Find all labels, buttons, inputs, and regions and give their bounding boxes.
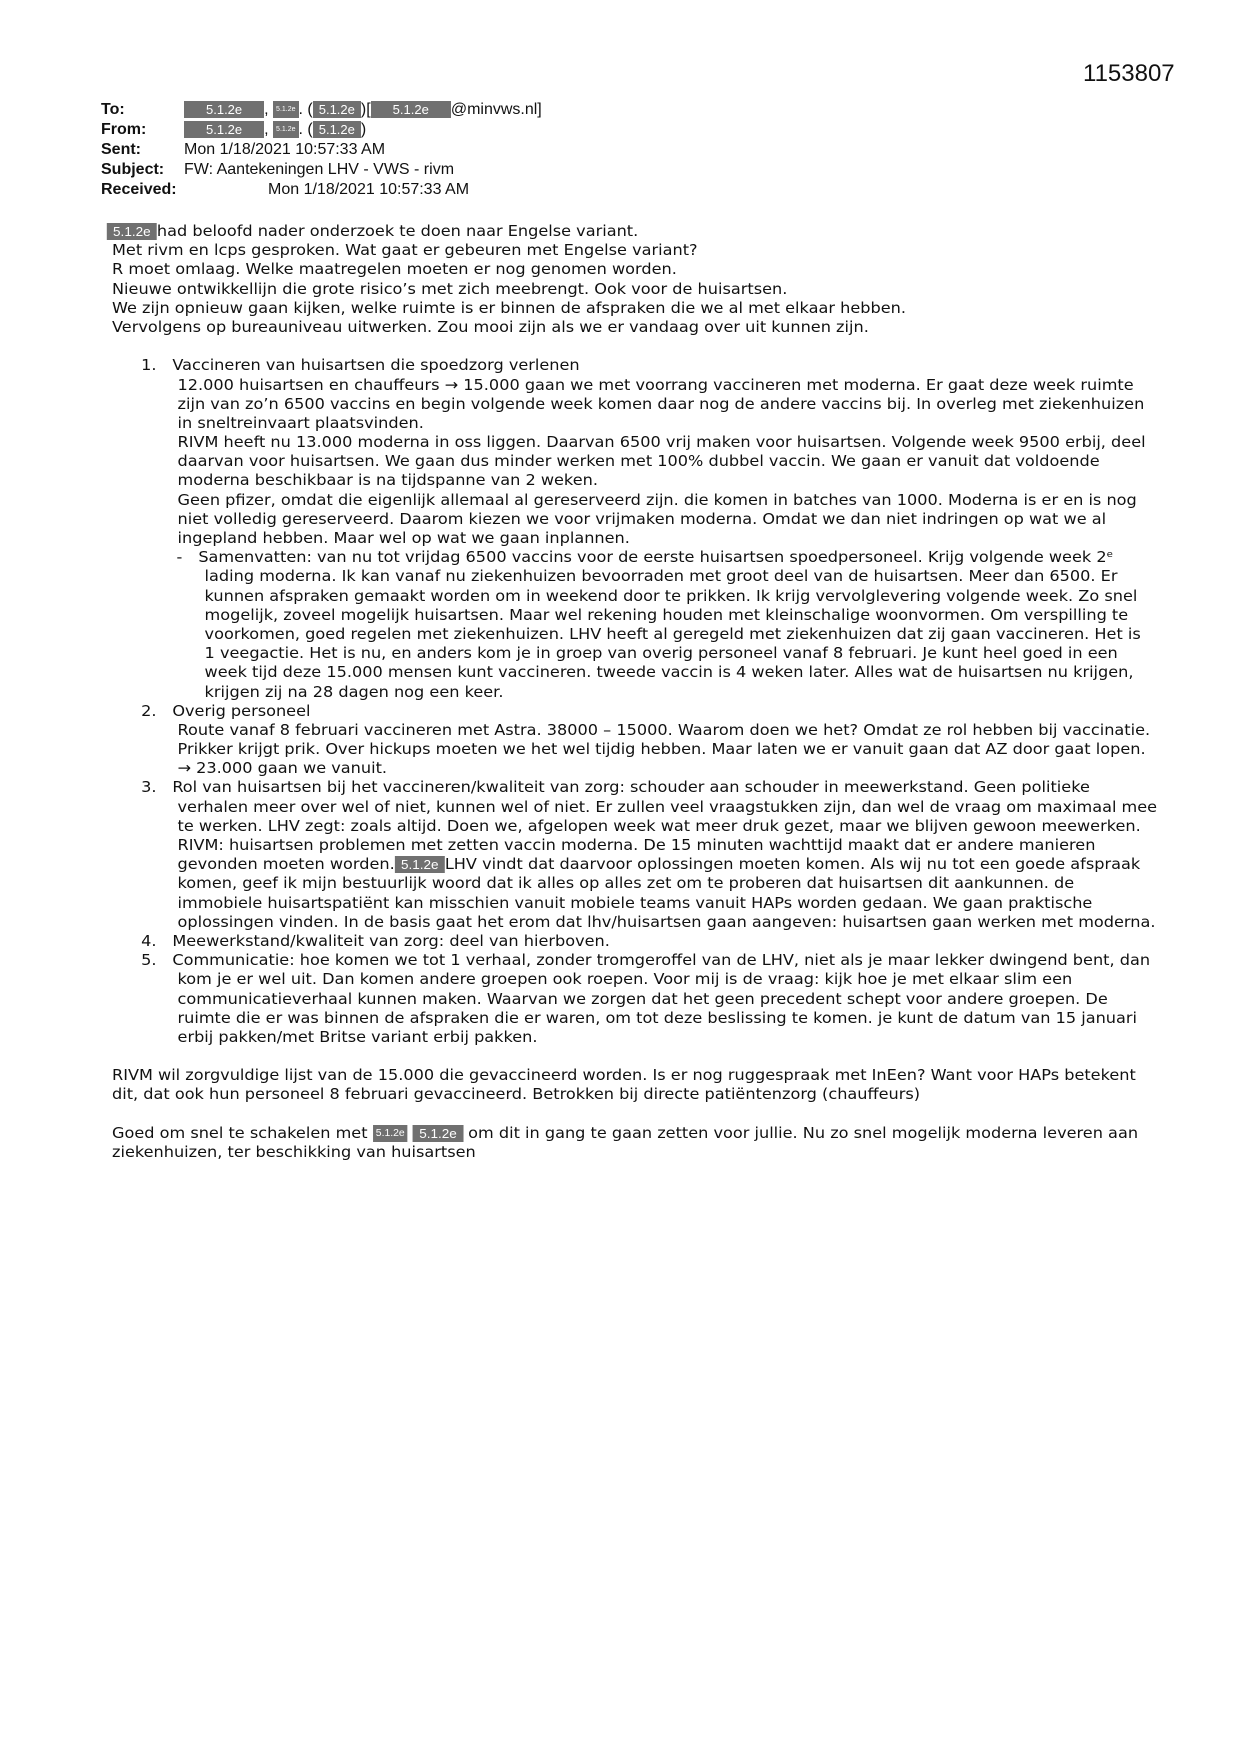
closing-paragraph: [112, 1124, 1157, 1162]
text-line: moderna beschikbaar is na tijdspanne van 2 weken.: [177, 471, 598, 490]
email-header: [101, 100, 542, 200]
spacer: [112, 1105, 1157, 1124]
text-line: We zijn opnieuw gaan kijken, welke ruimte is er binnen de afspraken die we al met elkaar hebben.: [112, 298, 906, 317]
header-subject: [101, 160, 542, 180]
text-line: Nieuwe ontwikkellijn die grote risico’s met zich meebrengt. Ook voor de huisartsen.: [112, 279, 788, 298]
text-line: Route vanaf 8 februari vaccineren met Astra. 38000 – 15000. Waarom doen we het? Omdat ze rol hebben bij vaccinatie.: [177, 720, 1151, 739]
list-item: [112, 951, 1157, 1047]
list-item-title: Rol van huisartsen bij het vaccineren/kwaliteit van zorg: schouder aan schouder in meewerkstand. Geen politieke: [172, 778, 1090, 797]
list-item-title: Overig personeel: [172, 701, 311, 720]
text-line: Met rivm en lcps gesproken. Wat gaat er gebeuren met Engelse variant?: [112, 241, 698, 260]
text-line: week tijd deze 15.000 mensen kunt vaccineren. tweede vaccin is 4 weken later. Alles wat de huisartsen nu krijgen,: [204, 663, 1134, 682]
text-line: voorkomen, goed regelen met ziekenhuizen. LHV heeft al geregeld met ziekenhuizen dat zij gaan vaccineren. Het is: [204, 624, 1141, 643]
text-line: Geen pfizer, omdat die eigenlijk allemaal al gereserveerd zijn. die komen in batches van 1000. Moderna is er en is nog: [177, 490, 1137, 509]
to-value: 5.1.2e , 5.1.2e . ( 5.1.2e )[ 5.1.2e @minvws.nl]: [184, 100, 542, 120]
list-number: 5.: [141, 951, 157, 970]
redaction-box: 5.1.2e: [371, 101, 451, 118]
text-line: Prikker krijgt prik. Over hickups moeten we het wel tijdig hebben. Maar laten we er vanuit gaan dat AZ door gaat lopen.: [177, 740, 1146, 759]
closing-paragraph: [112, 1066, 1157, 1104]
text-line: zijn van zo’n 6500 vaccins en begin volgende week komen daar nog de andere vaccins bij. In overleg met ziekenhuizen: [177, 394, 1145, 413]
bullet-dash: -: [176, 548, 183, 567]
to-label: To:: [101, 101, 125, 118]
text-line: immobiele huisartspatiënt kan misschien vanuit mobiele teams vanuit HAPs worden gedaan. We gaan praktische: [177, 893, 1093, 912]
header-received: [101, 180, 542, 200]
text-line: niet volledig gereserveerd. Daarom kiezen we voor vrijmaken moderna. Omdat we dan niet indringen op wat we al: [177, 509, 1107, 528]
redaction-box: 5.1.2e: [107, 223, 157, 240]
redaction-box: 5.1.2e: [184, 101, 264, 118]
text-line: in sneltreinvaart plaatsvinden.: [177, 413, 424, 432]
text-line: oplossingen vinden. In de basis gaat het erom dat lhv/huisartsen gaan aangeven: huisartsen gaan werken met moderna.: [177, 912, 1156, 931]
redaction-box: 5.1.2e: [313, 101, 361, 118]
text-line: Goed om snel te schakelen met 5.1.2e 5.1.2e om dit in gang te gaan zetten voor jullie. Nu zo snel mogelijk moderna leveren aan: [112, 1123, 1139, 1142]
list-item: [112, 356, 1157, 701]
text-line: RIVM: huisartsen problemen met zetten vaccin moderna. De 15 minuten wachttijd maakt dat er andere manieren: [177, 836, 1096, 854]
text-line: mogelijk, zoveel mogelijk huisartsen. Maar wel rekening houden met kleinschalige woonvormen. Om verspilling te: [204, 605, 1129, 624]
text-line: 5.1.2e had beloofd nader onderzoek te doen naar Engelse variant.: [107, 222, 1157, 241]
from-value: 5.1.2e , 5.1.2e . ( 5.1.2e ): [184, 120, 366, 140]
text-line: verhalen meer over wel of niet, kunnen wel of niet. Er zullen veel vraagstukken zijn, dan wel de vraag om maximaal mee: [177, 797, 1158, 816]
sub-bullet: [172, 548, 1157, 702]
text-line: → 23.000 gaan we vanuit.: [177, 759, 388, 778]
received-label: Received:: [101, 181, 177, 198]
text-line: daarvan voor huisartsen. We gaan dus minder werken met 100% dubbel vaccin. We gaan er vanuit dat voldoende: [177, 452, 1100, 471]
redaction-box: 5.1.2e: [413, 1125, 463, 1142]
numbered-list: [112, 356, 1157, 1047]
sent-value: Mon 1/18/2021 10:57:33 AM: [184, 141, 386, 158]
text-line: communicatieverhaal kunnen maken. Waarvan we zorgen dat het geen precedent schept voor andere groepen. De: [177, 989, 1108, 1008]
redaction-box: 5.1.2e: [395, 856, 445, 873]
received-value: Mon 1/18/2021 10:57:33 AM: [268, 181, 470, 198]
list-item: [112, 702, 1157, 779]
list-item-title: Communicatie: hoe komen we tot 1 verhaal, zonder tromgeroffel van de LHV, niet als je maar lekker dwingend bent, dan: [172, 951, 1151, 970]
redaction-box: 5.1.2e: [273, 101, 298, 118]
text-line: Samenvatten: van nu tot vrijdag 6500 vaccins voor de eerste huisartsen spoedpersoneel. Krijg volgende week 2ᵉ: [198, 548, 1114, 567]
intro-paragraph: [112, 222, 1157, 337]
text-line: 1 veegactie. Het is nu, en anders kom je in groep van overig personeel vanaf 8 februari. Je kunt heel goed in een: [204, 644, 1118, 663]
list-item: [112, 932, 1157, 951]
text-line: dit, dat ook hun personeel 8 februari gevaccineerd. Betrokken bij directe patiëntenzorg (chauffeurs): [112, 1085, 921, 1104]
text-line: Vervolgens op bureauniveau uitwerken. Zou mooi zijn als we er vandaag over uit kunnen zijn.: [112, 317, 869, 336]
text-line: lading moderna. Ik kan vanaf nu ziekenhuizen bevoorraden met groot deel van de huisartsen. Meer dan 6500. Er: [204, 567, 1118, 586]
list-item-title: Vaccineren van huisartsen die spoedzorg verlenen: [172, 356, 580, 375]
text-line: R moet omlaag. Welke maatregelen moeten er nog genomen worden.: [112, 260, 677, 279]
redaction-box: 5.1.2e: [273, 121, 298, 138]
list-item-title: Meewerkstand/kwaliteit van zorg: deel van hierboven.: [172, 931, 610, 950]
text-line: 12.000 huisartsen en chauffeurs → 15.000 gaan we met voorrang vaccineren met moderna. Er gaat deze week ruimte: [177, 375, 1134, 394]
header-to: [101, 100, 542, 120]
list-number: 2.: [141, 701, 157, 720]
document-number: 1153807: [1083, 60, 1175, 87]
list-number: 3.: [141, 778, 157, 797]
text-line: komen, geef ik mijn bestuurlijk woord dat ik alles op alles zet om te proberen dat huisartsen dit aankunnen. de: [177, 874, 1075, 893]
text-line: ruimte die er was binnen de afspraken die er waren, om tot deze beslissing te komen. je kunt de datum van 15 januari: [177, 1008, 1138, 1027]
email-body: [112, 222, 1157, 1162]
redaction-box: 5.1.2e: [373, 1125, 408, 1142]
spacer: [112, 1047, 1157, 1066]
text-line: kom je er wel uit. Dan komen andere groepen ook roepen. Voor mij is de vraag: kijk hoe je met elkaar slim een: [177, 970, 1073, 989]
text-line: gevonden moeten worden. 5.1.2e LHV vindt dat daarvoor oplossingen moeten komen. Als wij nu tot een goede afspraak: [177, 855, 1141, 874]
spacer: [112, 337, 1157, 356]
text-line: ziekenhuizen, ter beschikking van huisartsen: [112, 1143, 476, 1161]
sent-label: Sent:: [101, 141, 141, 158]
redaction-box: 5.1.2e: [313, 121, 361, 138]
header-sent: [101, 140, 542, 160]
text-line: RIVM wil zorgvuldige lijst van de 15.000 die gevaccineerd worden. Is er nog ruggespraak met InEen? Want voor HAPs betekent: [112, 1066, 1136, 1085]
list-number: 1.: [141, 356, 157, 375]
text-line: kunnen afspraken gemaakt worden om in weekend door te prikken. Ik krijg vervolglevering volgende week. Zo snel: [204, 586, 1138, 605]
redaction-box: 5.1.2e: [184, 121, 264, 138]
text-line: RIVM heeft nu 13.000 moderna in oss liggen. Daarvan 6500 vrij maken voor huisartsen. Volgende week 9500 erbij, deel: [177, 433, 1146, 452]
text-line: erbij pakken/met Britse variant erbij pakken.: [177, 1027, 538, 1046]
text-line: ingepland hebben. Maar wel op wat we gaan inplannen.: [177, 529, 630, 547]
list-number: 4.: [141, 931, 157, 950]
header-from: [101, 120, 542, 140]
list-item: [112, 778, 1157, 932]
text-line: krijgen zij na 28 dagen nog een keer.: [204, 682, 504, 701]
subject-label: Subject:: [101, 161, 165, 178]
subject-value: FW: Aantekeningen LHV - VWS - rivm: [184, 161, 455, 178]
text-line: te werken. LHV zegt: zoals altijd. Doen we, afgelopen week wat meer druk gezet, maar we blijven gewoon meewerken.: [177, 816, 1141, 835]
from-label: From:: [101, 121, 147, 138]
